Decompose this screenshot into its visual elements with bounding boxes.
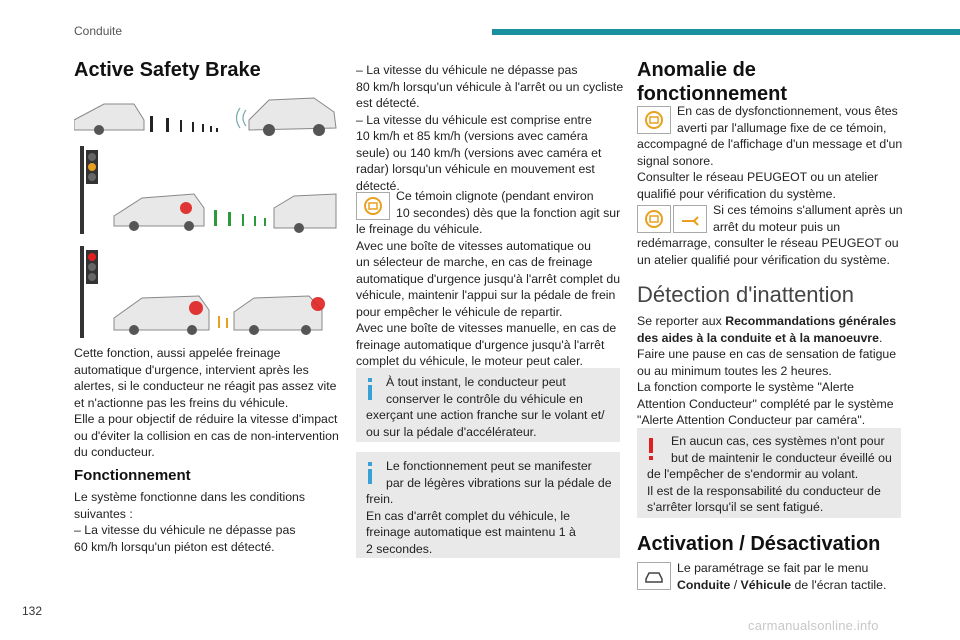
title-detection: Détection d'inattention: [637, 282, 855, 307]
temoins-text-indent: Si ces témoins s'allument après un arrêt du moteur puis un: [713, 203, 903, 234]
page-number: 132: [22, 604, 43, 618]
anomalie-text-indent: En cas de dysfonctionnement, vous êtes averti par l'allumage fixe de ce témoin,: [677, 104, 898, 135]
title-active-safety-brake: Active Safety Brake: [74, 59, 261, 81]
info-box-control: À tout instant, le conducteur peut conserver le contrôle du véhicule en exerçant une action franche sur le volant et/ ou sur la pédale d'accélérateur.: [356, 368, 620, 442]
activation-text: Le paramétrage se fait par le menu Conduite / Véhicule de l'écran tactile.: [677, 561, 887, 592]
header-accent-bar: [492, 29, 960, 35]
brake-warning-lamp-icon: [356, 192, 390, 220]
warning-box: En aucun cas, ces systèmes n'ont pour but de maintenir le conducteur éveillé ou de l'empêcher de s'endormir au volant. Il est de la responsabilité du conducteur de s'arrêter lorsqu'il se sent fatigué.: [637, 428, 901, 518]
title-anomalie: Anomalie de fonctionnement: [637, 59, 787, 105]
temoins-text: redémarrage, consulter le réseau PEUGEOT ou un atelier qualifié pour vérification du système.: [637, 236, 899, 267]
car-settings-icon: [637, 562, 671, 590]
fonctionnement-text: Le système fonctionne dans les conditions suivantes : – La vitesse du véhicule ne dépasse pas 60 km/h lorsqu'un piéton est détecté.: [74, 490, 306, 554]
figure-emergency-braking: [74, 246, 339, 338]
subtitle-fonctionnement: Fonctionnement: [74, 467, 191, 484]
figure-car-distance-alert: [74, 90, 339, 138]
section-header: Conduite: [74, 24, 123, 38]
watermark: carmanualsonline.info: [748, 618, 879, 633]
conditions-text: – La vitesse du véhicule ne dépasse pas 80 km/h lorsqu'un véhicule à l'arrêt ou un cycliste est détecté. – La vitesse du véhicule est comprise entre 10 km/h et 85 km/h (versions avec caméra seule) ou 140 km/h (versions avec caméra et radar) lorsqu'un véhicule en mouvement est détecté.: [356, 63, 624, 193]
brake-fault-lamp-icon-2: [637, 205, 671, 233]
intro-text: Cette fonction, aussi appelée freinage automatique d'urgence, intervient après les alertes, si le conducteur ne réagit pas assez vite et n'actionne pas les freins du véhicule. Elle a pour objectif de réduire la vitesse d'impact ou d'éviter la collision en cas de non-intervention du conducteur.: [74, 346, 339, 459]
service-wrench-icon: [673, 205, 707, 233]
column-1: [74, 58, 339, 82]
brake-fault-lamp-icon: [637, 106, 671, 134]
blink-text-indent: Ce témoin clignote (pendant environ 10 secondes) dès que la fonction agit sur: [396, 189, 621, 220]
title-activation: Activation / Désactivation: [637, 533, 881, 555]
anomalie-text: accompagné de l'affichage d'un message et d'un signal sonore. Consulter le réseau PEUGEOT ou un atelier qualifié pour vérification du système.: [637, 137, 903, 201]
figure-brake-warning: [74, 146, 339, 234]
info-box-vibrations: Le fonctionnement peut se manifester par de légères vibrations sur la pédale de frein. En cas d'arrêt complet du véhicule, le freinage automatique est maintenu 1 à 2 secondes.: [356, 452, 620, 558]
detection-text: Se reporter aux Recommandations générales des aides à la conduite et à la manoeuvre. Faire une pause en cas de sensation de fatigue ou au minimum toutes les 2 heures. La fonction comporte le système "Alerte Attention Conducteur" complété par le système "Alerte Attention Conducteur par caméra".: [637, 314, 897, 427]
blink-text: le freinage du véhicule. Avec une boîte de vitesses automatique ou un sélecteur de marche, en cas de freinage automatique d'urgence jusqu'à l'arrêt complet du véhicule, maintenir l'appui sur la pédale de frein pour empêcher le véhicule de repartir. Avec une boîte de vitesses manuelle, en cas de freinage automatique d'urgence jusqu'à l'arrêt complet du véhicule, le moteur peut caler.: [356, 222, 621, 368]
